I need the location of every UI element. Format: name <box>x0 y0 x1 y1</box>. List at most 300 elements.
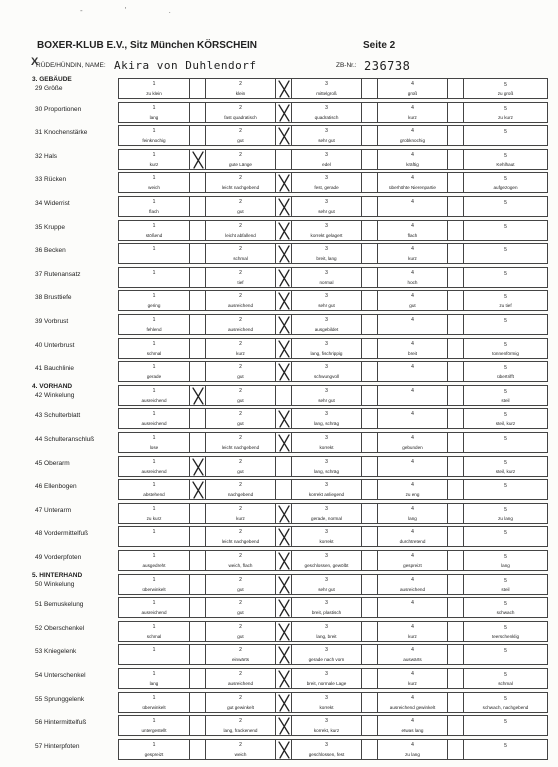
rating-checkbox[interactable] <box>361 173 377 192</box>
rating-description: korrekt <box>319 539 334 545</box>
rating-description: etwas lang <box>401 728 424 734</box>
rating-checkbox[interactable] <box>189 409 205 428</box>
rating-checkbox[interactable] <box>361 480 377 499</box>
cross-mark-icon <box>277 622 291 642</box>
rating-grid <box>118 220 548 241</box>
rating-description: überwinkelt <box>142 704 166 710</box>
rating-number: 4 <box>411 718 414 725</box>
rating-option-4 <box>377 457 447 476</box>
rating-checkbox[interactable] <box>189 339 205 358</box>
rating-checkbox[interactable] <box>447 79 463 98</box>
criterion-label: 47 Unterarm <box>35 506 72 514</box>
page-number: Seite 2 <box>363 40 396 51</box>
rating-checkbox[interactable] <box>361 457 377 476</box>
cross-mark-icon <box>277 291 291 311</box>
rating-checkbox[interactable] <box>275 622 291 641</box>
rating-checkbox[interactable] <box>361 716 377 735</box>
rating-description: feinknochig <box>142 138 166 144</box>
rating-checkbox[interactable] <box>447 622 463 641</box>
rating-checkbox[interactable] <box>361 197 377 216</box>
rating-checkbox[interactable] <box>189 575 205 594</box>
rating-checkbox[interactable] <box>275 173 291 192</box>
table-row <box>29 715 549 736</box>
rating-number: 1 <box>152 364 156 371</box>
rating-description: leicht nachgebend <box>221 539 260 545</box>
rating-option-4 <box>377 551 447 570</box>
rating-checkbox[interactable] <box>361 551 377 570</box>
rating-description: lang <box>149 114 159 120</box>
rating-option-3 <box>291 362 361 381</box>
rating-checkbox[interactable] <box>275 409 291 428</box>
rating-checkbox[interactable] <box>189 551 205 570</box>
rating-option-1 <box>119 645 189 664</box>
rating-description: tonnenförmig <box>492 350 519 356</box>
rating-checkbox[interactable] <box>275 433 291 452</box>
rating-number: 3 <box>325 505 328 512</box>
rating-checkbox[interactable] <box>189 669 205 688</box>
rating-number: 4 <box>411 482 414 489</box>
cross-mark-icon <box>277 409 291 429</box>
rating-checkbox[interactable] <box>189 693 205 712</box>
rating-option-1 <box>119 457 189 476</box>
rating-checkbox[interactable] <box>189 103 205 122</box>
rating-checkbox[interactable] <box>447 480 463 499</box>
rating-checkbox[interactable] <box>447 645 463 664</box>
rating-description: lang, fischrippig <box>310 350 343 356</box>
rating-checkbox[interactable] <box>275 645 291 664</box>
rating-option-5 <box>463 622 547 641</box>
rating-option-4 <box>377 575 447 594</box>
rating-number: 3 <box>325 151 328 158</box>
rating-number: 1 <box>152 482 156 489</box>
criterion-label: 49 Vorderpfoten <box>35 554 82 561</box>
rating-checkbox[interactable] <box>361 433 377 452</box>
cross-mark-icon <box>277 716 291 736</box>
rating-option-1 <box>119 221 189 240</box>
rating-checkbox[interactable] <box>361 315 377 334</box>
rating-description: korrekt <box>319 704 334 710</box>
rating-option-5 <box>463 150 547 169</box>
rating-option-3 <box>291 103 361 122</box>
rating-checkbox[interactable] <box>275 150 291 169</box>
rating-checkbox[interactable] <box>189 221 205 240</box>
rating-checkbox[interactable] <box>447 268 463 287</box>
rating-checkbox[interactable] <box>275 386 291 405</box>
rating-option-1 <box>119 693 189 712</box>
rating-description: klein <box>235 91 246 96</box>
rating-option-2 <box>205 291 275 310</box>
cross-mark-icon <box>277 103 291 123</box>
rating-option-2 <box>205 598 275 617</box>
rating-checkbox[interactable] <box>189 716 205 735</box>
rating-option-1 <box>119 386 189 405</box>
rating-checkbox[interactable] <box>275 291 291 310</box>
rating-checkbox[interactable] <box>361 693 377 712</box>
rating-number: 5 <box>504 247 507 254</box>
rating-option-5 <box>463 291 547 310</box>
rating-checkbox[interactable] <box>189 197 205 216</box>
rating-grid <box>118 361 548 382</box>
rating-description: korrekt <box>319 445 334 450</box>
rating-checkbox[interactable] <box>189 126 205 145</box>
rating-option-5 <box>463 575 547 594</box>
rating-checkbox[interactable] <box>447 386 463 405</box>
rating-checkbox[interactable] <box>275 244 291 263</box>
rating-option-3 <box>291 480 361 499</box>
rating-option-5 <box>463 315 547 334</box>
rating-option-3 <box>291 598 361 617</box>
criterion-label: 50 Winkelung <box>35 580 75 588</box>
rating-option-3 <box>291 409 361 428</box>
rating-description: zu groß <box>497 91 514 96</box>
rating-checkbox[interactable] <box>189 645 205 664</box>
rating-number: 2 <box>239 104 242 111</box>
table-row <box>29 571 549 595</box>
rating-checkbox[interactable] <box>447 221 463 240</box>
rating-checkbox[interactable] <box>275 740 291 759</box>
rating-grid <box>118 597 548 618</box>
rating-number: 5 <box>504 223 507 230</box>
rating-checkbox[interactable] <box>275 504 291 523</box>
rating-number: 3 <box>325 317 328 323</box>
rating-checkbox[interactable] <box>189 433 205 452</box>
rating-checkbox[interactable] <box>361 79 377 98</box>
rating-checkbox[interactable] <box>447 409 463 428</box>
criterion-label: 37 Rutenansatz <box>35 270 81 278</box>
rating-checkbox[interactable] <box>361 409 377 428</box>
rating-checkbox[interactable] <box>189 244 205 263</box>
rating-number: 5 <box>504 318 507 324</box>
rating-number: 2 <box>239 458 242 465</box>
rating-checkbox[interactable] <box>189 150 205 169</box>
rating-checkbox[interactable] <box>189 527 205 546</box>
rating-description: lang <box>149 681 159 686</box>
rating-checkbox[interactable] <box>361 598 377 617</box>
criterion-label: 52 Oberschenkel <box>35 624 85 632</box>
rating-checkbox[interactable] <box>447 504 463 523</box>
rating-option-1 <box>119 551 189 570</box>
rating-number: 1 <box>152 269 156 276</box>
rating-checkbox[interactable] <box>189 480 205 499</box>
rating-description: gut <box>237 586 244 592</box>
rating-description: lang, frackenend <box>223 728 258 734</box>
criterion-label: 44 Schulteranschluß <box>35 436 95 443</box>
rating-checkbox[interactable] <box>275 575 291 594</box>
rating-checkbox[interactable] <box>189 268 205 287</box>
rating-number: 3 <box>325 81 328 87</box>
rating-checkbox[interactable] <box>361 386 377 405</box>
rating-number: 1 <box>152 694 156 701</box>
criterion-label: 51 Bemuskelung <box>35 601 84 609</box>
rating-checkbox[interactable] <box>275 362 291 381</box>
rating-number: 3 <box>325 199 328 205</box>
rating-option-2 <box>205 645 275 664</box>
rating-number: 4 <box>411 694 414 701</box>
rating-number: 3 <box>325 600 328 607</box>
rating-checkbox[interactable] <box>275 126 291 145</box>
rating-description: flach <box>407 232 418 238</box>
rating-checkbox[interactable] <box>447 150 463 169</box>
rating-description: sehr gut <box>318 397 335 403</box>
rating-number: 1 <box>152 199 156 205</box>
rating-description: lang <box>408 515 417 521</box>
rating-checkbox[interactable] <box>189 457 205 476</box>
rating-number: 1 <box>152 741 156 748</box>
rating-checkbox[interactable] <box>361 645 377 664</box>
rating-number: 5 <box>504 459 507 466</box>
rating-option-1 <box>119 173 189 192</box>
rating-checkbox[interactable] <box>275 339 291 358</box>
rating-checkbox[interactable] <box>447 339 463 358</box>
table-row <box>29 739 549 760</box>
rating-number: 5 <box>504 105 507 112</box>
rating-checkbox[interactable] <box>447 598 463 617</box>
rating-checkbox[interactable] <box>447 716 463 735</box>
rating-checkbox[interactable] <box>447 315 463 334</box>
rating-option-4 <box>377 504 447 523</box>
dog-name-label: RÜDE/HÜNDIN, NAME: <box>36 62 106 69</box>
rating-number: 3 <box>325 293 328 300</box>
rating-checkbox[interactable] <box>447 433 463 452</box>
cross-mark-icon <box>277 669 291 689</box>
rating-option-4 <box>377 173 447 192</box>
rating-grid <box>118 692 548 713</box>
rating-number: 2 <box>239 199 242 205</box>
rating-description: aufgezogen <box>493 185 518 191</box>
rating-number: 4 <box>411 458 414 465</box>
rating-checkbox[interactable] <box>189 622 205 641</box>
rating-number: 2 <box>239 647 242 654</box>
zb-number-value[interactable]: 236738 <box>364 59 411 73</box>
rating-number: 2 <box>239 718 242 725</box>
rating-checkbox[interactable] <box>275 598 291 617</box>
rating-checkbox[interactable] <box>447 244 463 263</box>
rating-checkbox[interactable] <box>447 669 463 688</box>
rating-option-4 <box>377 362 447 381</box>
rating-option-4 <box>377 197 447 216</box>
rating-grid <box>118 78 548 99</box>
rating-grid <box>118 456 548 477</box>
rating-description: ausreichend <box>227 303 254 309</box>
rating-description: sehr gut <box>318 138 335 144</box>
rating-grid <box>118 102 548 123</box>
rating-description: grobknochig <box>399 138 426 144</box>
rating-checkbox[interactable] <box>275 315 291 334</box>
rating-option-1 <box>119 362 189 381</box>
rating-checkbox[interactable] <box>275 221 291 240</box>
rating-option-5 <box>463 339 547 358</box>
rating-option-4 <box>377 103 447 122</box>
rating-number: 3 <box>325 222 328 229</box>
rating-checkbox[interactable] <box>189 79 205 98</box>
rating-checkbox[interactable] <box>275 551 291 570</box>
rating-checkbox[interactable] <box>447 291 463 310</box>
rating-checkbox[interactable] <box>361 291 377 310</box>
rating-option-5 <box>463 409 547 428</box>
rating-description: tief <box>237 279 244 285</box>
rating-description: normal <box>319 279 334 285</box>
rating-number: 4 <box>411 151 414 158</box>
rating-checkbox[interactable] <box>447 457 463 476</box>
table-row <box>29 597 549 618</box>
criterion-label: 53 Kniegelenk <box>35 648 77 656</box>
rating-checkbox[interactable] <box>275 197 291 216</box>
rating-checkbox[interactable] <box>275 103 291 122</box>
rating-checkbox[interactable] <box>447 527 463 546</box>
rating-checkbox[interactable] <box>189 315 205 334</box>
rating-number: 4 <box>411 671 414 677</box>
cross-mark-icon <box>277 693 291 713</box>
rating-number: 1 <box>152 529 156 536</box>
rating-description: kurz <box>149 161 159 167</box>
criterion-label: 46 Ellenbogen <box>35 483 77 491</box>
rating-checkbox[interactable] <box>361 244 377 263</box>
rating-number: 4 <box>411 317 414 323</box>
rating-checkbox[interactable] <box>447 575 463 594</box>
rating-description: steil, kurz <box>495 468 516 474</box>
rating-description: breit, lang <box>316 256 337 262</box>
rating-description: fehlend <box>146 327 162 332</box>
rating-checkbox[interactable] <box>361 740 377 759</box>
rating-grid <box>118 172 548 193</box>
dog-name-value[interactable]: Akira von Duhlendorf <box>114 59 257 72</box>
rating-option-3 <box>291 669 361 688</box>
rating-description: sehr gut <box>318 209 335 214</box>
rating-number: 1 <box>152 718 156 725</box>
rating-checkbox[interactable] <box>275 527 291 546</box>
rating-number: 5 <box>504 341 507 348</box>
rating-checkbox[interactable] <box>361 103 377 122</box>
rating-number: 4 <box>411 293 414 300</box>
rating-number: 5 <box>504 624 507 631</box>
rating-checkbox[interactable] <box>275 669 291 688</box>
criterion-label: 35 Kruppe <box>35 223 65 231</box>
rating-description: lang <box>501 563 510 568</box>
rating-description: leicht abfallend <box>225 232 256 238</box>
rating-number: 2 <box>239 81 242 87</box>
rating-number: 4 <box>411 623 414 630</box>
criterion-label: 56 Hintermittelfuß <box>35 719 87 727</box>
rating-number: 1 <box>152 623 156 630</box>
cross-mark-icon <box>277 197 291 217</box>
rating-checkbox[interactable] <box>361 669 377 688</box>
rating-number: 2 <box>239 175 242 182</box>
rating-option-1 <box>119 339 189 358</box>
rating-description: untergestellt <box>141 728 167 734</box>
cross-mark-icon <box>277 339 291 359</box>
rating-option-4 <box>377 291 447 310</box>
rating-checkbox[interactable] <box>361 504 377 523</box>
rating-option-4 <box>377 79 447 98</box>
rating-option-5 <box>463 244 547 263</box>
rating-description: weich, flach <box>228 563 253 568</box>
rating-checkbox[interactable] <box>361 527 377 546</box>
rating-checkbox[interactable] <box>275 457 291 476</box>
table-row <box>29 196 549 217</box>
rating-number: 5 <box>504 365 507 372</box>
rating-checkbox[interactable] <box>189 291 205 310</box>
rating-option-1 <box>119 103 189 122</box>
rating-checkbox[interactable] <box>361 575 377 594</box>
rating-description: überwinkelt <box>142 586 166 592</box>
rating-checkbox[interactable] <box>361 339 377 358</box>
rating-number: 3 <box>325 387 328 394</box>
top-margin-marks: - ' . <box>80 6 191 15</box>
rating-checkbox[interactable] <box>189 504 205 523</box>
cross-mark-icon <box>277 173 291 193</box>
rating-number: 5 <box>504 129 507 136</box>
rating-option-5 <box>463 79 547 98</box>
rating-checkbox[interactable] <box>361 150 377 169</box>
rating-description: ausreichend <box>227 327 254 332</box>
rating-description: schwungvoll <box>313 374 340 380</box>
rating-option-5 <box>463 551 547 570</box>
criterion-label: 55 Sprunggelenk <box>35 695 85 703</box>
rating-number: 1 <box>152 435 156 441</box>
rating-checkbox[interactable] <box>447 103 463 122</box>
rating-checkbox[interactable] <box>275 268 291 287</box>
rating-checkbox[interactable] <box>275 79 291 98</box>
rating-checkbox[interactable] <box>447 693 463 712</box>
rating-checkbox[interactable] <box>275 480 291 499</box>
rating-option-2 <box>205 362 275 381</box>
rating-description: lang, schräg <box>313 468 340 474</box>
rating-description: leicht nachgebend <box>221 445 260 450</box>
rating-checkbox[interactable] <box>275 693 291 712</box>
rating-checkbox[interactable] <box>361 362 377 381</box>
rating-checkbox[interactable] <box>189 386 205 405</box>
rating-description: steil <box>501 586 510 592</box>
rating-checkbox[interactable] <box>361 622 377 641</box>
section-heading: 3. GEBÄUDE <box>32 76 72 83</box>
rating-checkbox[interactable] <box>447 362 463 381</box>
table-row <box>29 621 549 642</box>
rating-checkbox[interactable] <box>361 268 377 287</box>
rating-checkbox[interactable] <box>447 173 463 192</box>
cross-mark-icon <box>277 433 291 453</box>
rating-number: 4 <box>411 199 414 205</box>
rating-grid <box>118 267 548 288</box>
rating-checkbox[interactable] <box>361 126 377 145</box>
rating-option-4 <box>377 244 447 263</box>
rating-number: 5 <box>504 601 507 608</box>
rating-grid <box>118 550 548 571</box>
rating-number: 3 <box>325 458 328 465</box>
rating-description: kurz <box>408 114 417 120</box>
rating-option-2 <box>205 126 275 145</box>
rating-option-5 <box>463 197 547 216</box>
rating-grid <box>118 526 548 547</box>
rating-number: 4 <box>411 175 414 182</box>
rating-checkbox[interactable] <box>189 598 205 617</box>
rating-option-3 <box>291 126 361 145</box>
rating-checkbox[interactable] <box>447 197 463 216</box>
rating-checkbox[interactable] <box>361 221 377 240</box>
rating-description: weich <box>148 185 160 191</box>
rating-checkbox[interactable] <box>447 126 463 145</box>
rating-option-5 <box>463 126 547 145</box>
cross-mark-icon <box>277 645 291 665</box>
rating-number: 5 <box>504 200 507 206</box>
rating-checkbox[interactable] <box>189 173 205 192</box>
rating-checkbox[interactable] <box>447 740 463 759</box>
rating-checkbox[interactable] <box>275 716 291 735</box>
rating-checkbox[interactable] <box>447 551 463 570</box>
rating-option-3 <box>291 622 361 641</box>
section-heading: 4. VORHAND <box>32 382 73 390</box>
rating-checkbox[interactable] <box>189 362 205 381</box>
rating-checkbox[interactable] <box>189 740 205 759</box>
